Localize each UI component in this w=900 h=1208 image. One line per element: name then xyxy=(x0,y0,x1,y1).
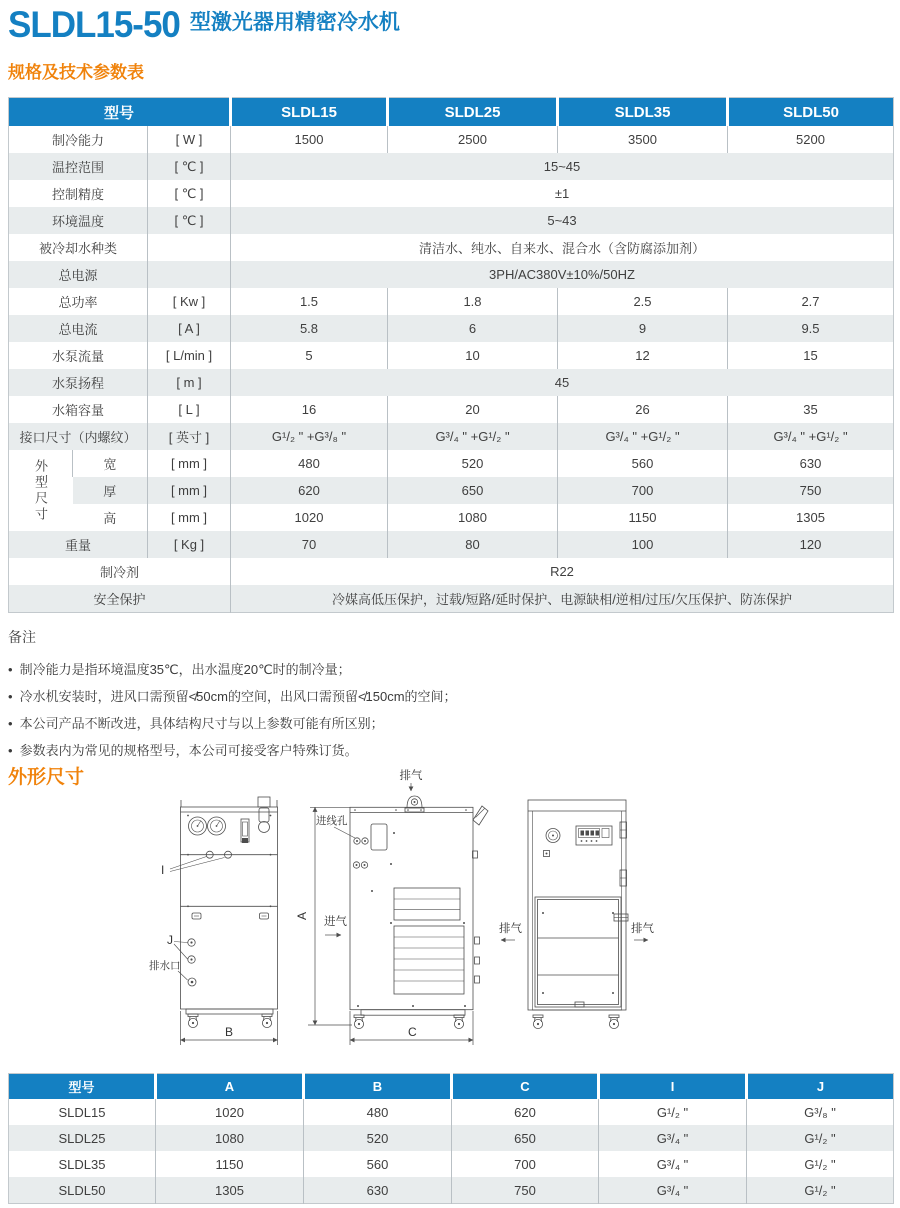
notes-list xyxy=(8,656,888,764)
spec-unit: [ ℃ ] xyxy=(148,207,231,234)
bullet-icon: • xyxy=(8,743,13,758)
drawing-rear-view xyxy=(499,800,654,1029)
model-header: SLDL50 xyxy=(728,98,894,127)
spec-value: G¹/₂ " +G³/₈ " xyxy=(231,423,388,450)
dim-value-cell: G³/₄ " xyxy=(599,1151,747,1177)
spec-sub-label: 厚 xyxy=(73,477,148,504)
spec-unit: [ A ] xyxy=(148,315,231,342)
spec-value: 5 xyxy=(231,342,388,369)
spec-sub-label: 宽 xyxy=(73,450,148,477)
dim-i-label: I xyxy=(161,863,165,877)
spec-row xyxy=(9,180,894,207)
spec-table xyxy=(8,97,894,613)
drawing-side-view xyxy=(295,768,488,1045)
dimension-drawings xyxy=(148,758,712,1070)
spec-value: 20 xyxy=(388,396,558,423)
spec-value: 1.8 xyxy=(388,288,558,315)
spec-value: 2.7 xyxy=(728,288,894,315)
spec-value: 750 xyxy=(728,477,894,504)
spec-value: 520 xyxy=(388,450,558,477)
model-header: SLDL25 xyxy=(388,98,558,127)
spec-corner-header: 型号 xyxy=(9,98,231,127)
dim-model-cell: SLDL50 xyxy=(9,1177,156,1204)
spec-value: 480 xyxy=(231,450,388,477)
spec-row xyxy=(9,450,894,477)
spec-row-label: 控制精度 xyxy=(51,187,104,202)
spec-row xyxy=(9,261,894,288)
spec-value: 650 xyxy=(388,477,558,504)
spec-value: 100 xyxy=(558,531,728,558)
spec-unit: [ mm ] xyxy=(148,477,231,504)
note-item xyxy=(8,710,888,737)
spec-value-span: 冷媒高低压保护，过载/短路/延时保护、电源缺相/逆相/过压/欠压保护、防冻保护 xyxy=(231,585,894,613)
spec-value: 1150 xyxy=(558,504,728,531)
spec-row-label: 安全保护 xyxy=(9,585,231,613)
dim-value-cell: G¹/₂ " xyxy=(747,1151,894,1177)
bullet-icon: • xyxy=(8,716,13,731)
dim-j-label: J xyxy=(167,933,173,947)
spec-unit xyxy=(148,234,231,261)
spec-row-label: 水箱容量 xyxy=(51,403,104,418)
spec-value-span: R22 xyxy=(231,558,894,585)
spec-value: 16 xyxy=(231,396,388,423)
spec-value: 2500 xyxy=(388,126,558,153)
spec-value-span: 45 xyxy=(231,369,894,396)
exhaust-top-label: 排气 xyxy=(399,770,423,782)
spec-value: 5200 xyxy=(728,126,894,153)
spec-unit: [ ℃ ] xyxy=(148,153,231,180)
spec-row xyxy=(9,315,894,342)
spec-value: 70 xyxy=(231,531,388,558)
dim-c-label: C xyxy=(408,1025,417,1039)
spec-row xyxy=(9,504,894,531)
spec-row xyxy=(9,288,894,315)
spec-value-span: 清洁水、纯水、自来水、混合水（含防腐添加剂） xyxy=(231,234,894,261)
spec-value: 26 xyxy=(558,396,728,423)
bullet-icon: • xyxy=(8,689,13,704)
spec-value: 2.5 xyxy=(558,288,728,315)
drain-port-label: 排水口 xyxy=(149,960,181,972)
spec-value-span: 5~43 xyxy=(231,207,894,234)
dim-header-cell: 型号 xyxy=(9,1074,156,1100)
product-name-title: 型激光器用精密冷水机 xyxy=(189,11,400,34)
dim-b-label: B xyxy=(225,1025,234,1039)
dim-value-cell: 560 xyxy=(304,1151,452,1177)
spec-unit xyxy=(148,261,231,288)
spec-row-label: 总电流 xyxy=(9,315,148,342)
spec-value: 15 xyxy=(728,342,894,369)
drawing-front-view xyxy=(149,797,278,1045)
dim-model-cell: SLDL15 xyxy=(58,1104,106,1120)
spec-unit: [ m ] xyxy=(148,369,231,396)
spec-row-label: 总功率 xyxy=(58,295,98,310)
dim-value-cell: 630 xyxy=(304,1177,452,1204)
dim-value-cell: G³/₄ " xyxy=(599,1125,747,1151)
spec-value: 9.5 xyxy=(728,315,894,342)
spec-value: 620 xyxy=(231,477,388,504)
spec-value: 700 xyxy=(558,477,728,504)
spec-value: 120 xyxy=(728,531,894,558)
dim-header-cell: C xyxy=(452,1074,599,1100)
spec-sub-label: 高 xyxy=(103,511,117,526)
spec-row xyxy=(9,369,894,396)
spec-unit: [ L ] xyxy=(148,396,231,423)
dim-value-cell: 650 xyxy=(452,1125,599,1151)
dim-a-label: A xyxy=(295,911,309,921)
dim-value-cell: G³/₄ " xyxy=(599,1177,747,1204)
spec-unit: [ Kw ] xyxy=(148,288,231,315)
spec-value: 6 xyxy=(388,315,558,342)
model-range-title: SLDL15-50 xyxy=(8,4,180,46)
spec-value: 1.5 xyxy=(231,288,388,315)
note-item xyxy=(8,683,888,710)
spec-row xyxy=(9,558,894,585)
dim-row xyxy=(9,1099,894,1125)
note-text: 参数表内为常见的规格型号，本公司可接受客户特殊订货。 xyxy=(19,743,358,758)
spec-value: 5.8 xyxy=(231,315,388,342)
dim-header-cell: B xyxy=(304,1074,452,1100)
note-item xyxy=(8,656,888,683)
spec-value-span: ±1 xyxy=(231,180,894,207)
intake-label: 进气 xyxy=(324,916,347,928)
spec-row-label: 总电源 xyxy=(9,261,148,288)
dim-value-cell: G¹/₂ " xyxy=(747,1125,894,1151)
spec-value: 9 xyxy=(558,315,728,342)
spec-value-span: 15~45 xyxy=(231,153,894,180)
spec-value: G³/₄ " +G¹/₂ " xyxy=(388,423,558,450)
spec-row xyxy=(9,585,894,613)
spec-row-label: 水泵流量 xyxy=(51,349,104,364)
spec-value: G³/₄ " +G¹/₂ " xyxy=(558,423,728,450)
spec-unit: [ L/min ] xyxy=(148,342,231,369)
spec-value: 1500 xyxy=(231,126,388,153)
spec-row-label: 制冷能力 xyxy=(51,133,104,148)
dims-section-heading: 外形尺寸 xyxy=(8,767,85,788)
dim-value-cell: 520 xyxy=(304,1125,452,1151)
dim-header-row xyxy=(9,1074,894,1100)
notes-section xyxy=(8,627,888,764)
dim-value-cell: 1080 xyxy=(156,1125,304,1151)
spec-unit: [ mm ] xyxy=(148,450,231,477)
note-text: 冷水机安装时，进风口需预留≮50cm的空间，出风口需预留≮150cm的空间； xyxy=(19,689,457,704)
spec-row xyxy=(9,153,894,180)
exhaust-left-label: 排气 xyxy=(499,923,522,935)
notes-heading: 备注 xyxy=(8,629,36,645)
dim-row xyxy=(9,1177,894,1204)
page-title xyxy=(8,4,400,44)
spec-unit: [ mm ] xyxy=(148,504,231,531)
spec-value: G³/₄ " +G¹/₂ " xyxy=(728,423,894,450)
dimension-table xyxy=(8,1073,894,1204)
spec-row xyxy=(9,477,894,504)
spec-value: 3500 xyxy=(558,126,728,153)
dim-row xyxy=(9,1125,894,1151)
dim-value-cell: 480 xyxy=(304,1099,452,1125)
spec-value: 1305 xyxy=(728,504,894,531)
dim-header-cell: I xyxy=(599,1074,747,1100)
spec-row-label: 环境温度 xyxy=(9,207,148,234)
dim-header-cell: J xyxy=(747,1074,894,1100)
dim-value-cell: 1150 xyxy=(156,1151,304,1177)
dim-model-cell: SLDL35 xyxy=(58,1156,106,1172)
spec-row-label: 制冷剂 xyxy=(99,565,139,580)
dim-value-cell: 1020 xyxy=(156,1099,304,1125)
spec-value: 560 xyxy=(558,450,728,477)
spec-value-span: 3PH/AC380V±10%/50HZ xyxy=(231,261,894,288)
dim-value-cell: G¹/₂ " xyxy=(747,1177,894,1204)
dim-value-cell: G¹/₂ " xyxy=(599,1099,747,1125)
spec-group-label: 外型尺寸 xyxy=(9,450,73,531)
spec-value: 10 xyxy=(388,342,558,369)
spec-row-label: 水泵扬程 xyxy=(9,369,148,396)
spec-row-label: 被冷却水种类 xyxy=(38,241,117,256)
spec-value: 35 xyxy=(728,396,894,423)
bullet-icon: • xyxy=(8,662,13,677)
cable-hole-label: 进线孔 xyxy=(316,815,348,827)
spec-value: 1080 xyxy=(388,504,558,531)
spec-row-label: 温控范围 xyxy=(9,153,148,180)
spec-row xyxy=(9,531,894,558)
spec-section-heading: 规格及技术参数表 xyxy=(8,63,144,82)
spec-value: 630 xyxy=(728,450,894,477)
dim-row xyxy=(9,1151,894,1177)
spec-value: 1020 xyxy=(231,504,388,531)
spec-row xyxy=(9,396,894,423)
spec-row xyxy=(9,126,894,153)
spec-row xyxy=(9,207,894,234)
spec-row-label: 接口尺寸（内螺纹） xyxy=(9,423,148,450)
spec-value: 80 xyxy=(388,531,558,558)
dim-value-cell: G³/₈ " xyxy=(747,1099,894,1125)
spec-row xyxy=(9,342,894,369)
spec-value: 12 xyxy=(558,342,728,369)
exhaust-right-label: 排气 xyxy=(631,923,654,935)
spec-unit: [ W ] xyxy=(148,126,231,153)
note-text: 本公司产品不断改进，具体结构尺寸与以上参数可能有所区别； xyxy=(19,716,384,731)
model-header: SLDL35 xyxy=(558,98,728,127)
spec-header-row xyxy=(9,98,894,127)
dim-value-cell: 700 xyxy=(452,1151,599,1177)
note-text: 制冷能力是指环境温度35℃，出水温度20℃时的制冷量； xyxy=(19,662,351,677)
model-header: SLDL15 xyxy=(231,98,388,127)
dim-value-cell: 620 xyxy=(452,1099,599,1125)
spec-unit: [ 英寸 ] xyxy=(148,423,231,450)
spec-unit: [ Kg ] xyxy=(148,531,231,558)
spec-row xyxy=(9,234,894,261)
spec-row-label: 重量 xyxy=(9,531,148,558)
spec-unit: [ ℃ ] xyxy=(148,180,231,207)
dim-value-cell: 750 xyxy=(452,1177,599,1204)
dim-model-cell: SLDL25 xyxy=(9,1125,156,1151)
dim-value-cell: 1305 xyxy=(156,1177,304,1204)
dim-header-cell: A xyxy=(156,1074,304,1100)
spec-row xyxy=(9,423,894,450)
